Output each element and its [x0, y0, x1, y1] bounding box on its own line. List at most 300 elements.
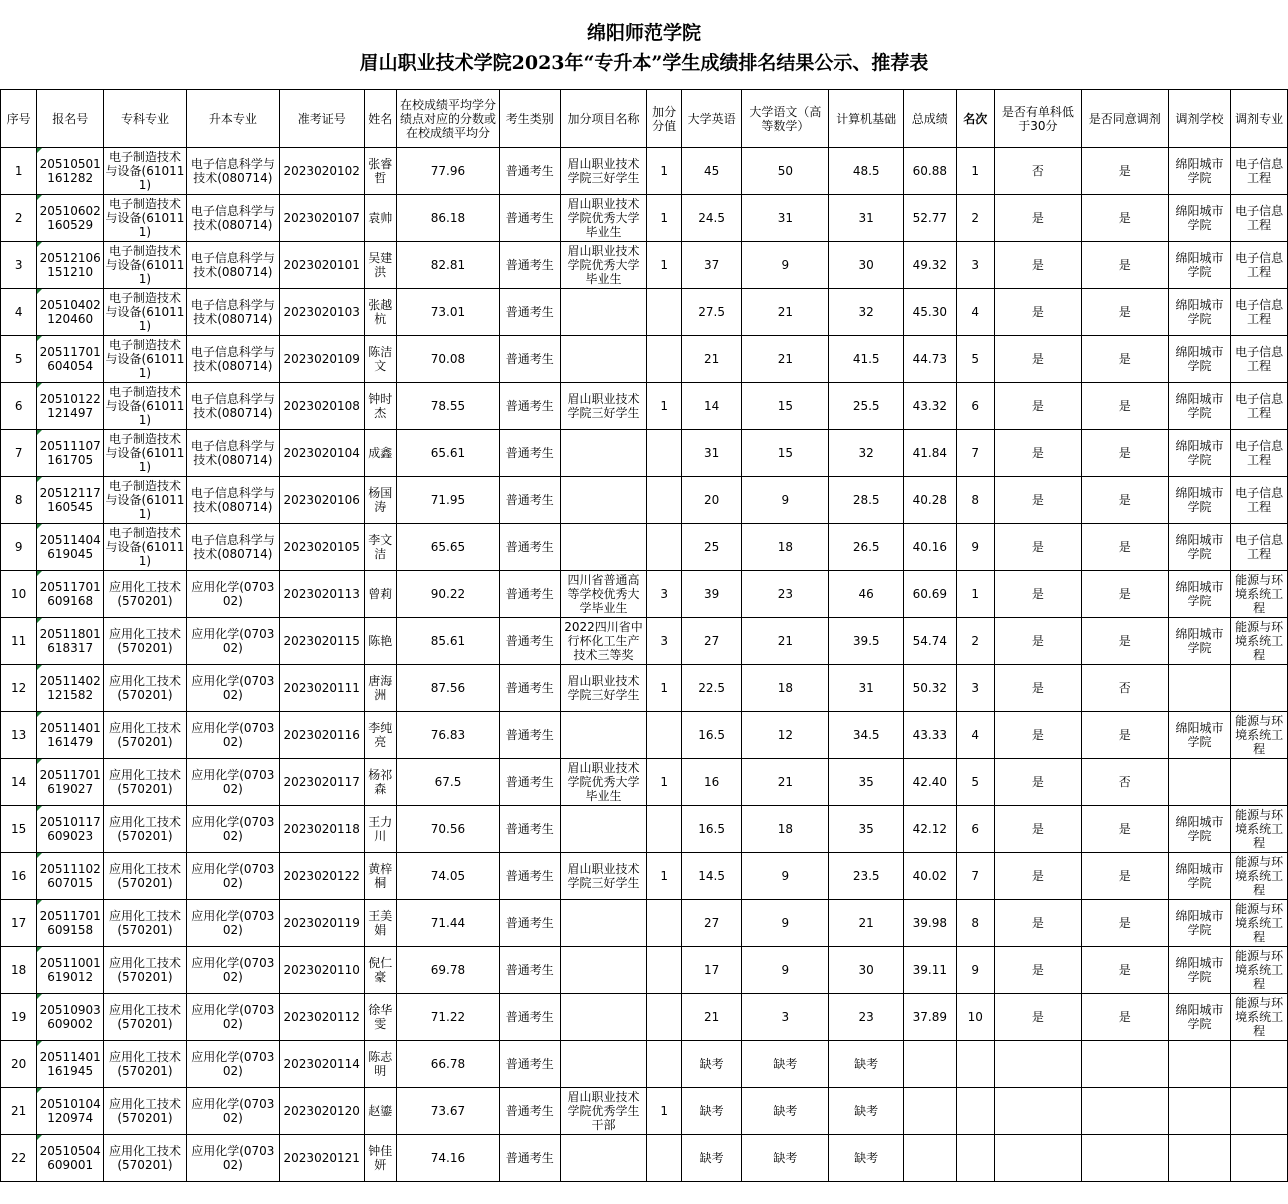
table-cell: 电子信息工程: [1231, 289, 1288, 336]
table-cell: 普通考生: [499, 1088, 560, 1135]
table-cell: 86.18: [396, 195, 499, 242]
col-header: 是否同意调剂: [1081, 90, 1168, 148]
table-cell: 20512117160545: [37, 477, 104, 524]
table-cell: 7: [956, 430, 994, 477]
table-cell: 23: [742, 571, 829, 618]
table-cell: 普通考生: [499, 947, 560, 994]
table-cell: 20511107161705: [37, 430, 104, 477]
table-cell: 能源与环境系统工程: [1231, 900, 1288, 947]
table-cell: 2023020112: [279, 994, 364, 1041]
table-cell: 缺考: [742, 1088, 829, 1135]
table-cell: 电子信息科学与技术(080714): [186, 148, 279, 195]
table-cell: 87.56: [396, 665, 499, 712]
table-cell: 是: [1081, 289, 1168, 336]
table-cell: 20512106151210: [37, 242, 104, 289]
table-cell: 3: [742, 994, 829, 1041]
table-cell: 37.89: [904, 994, 957, 1041]
table-cell: 是: [1081, 618, 1168, 665]
table-cell: 普通考生: [499, 853, 560, 900]
table-row: [1, 994, 1288, 1041]
table-cell: 34.5: [829, 712, 904, 759]
table-cell: [560, 806, 647, 853]
table-cell: 能源与环境系统工程: [1231, 806, 1288, 853]
table-cell: 绵阳城市学院: [1168, 195, 1231, 242]
table-cell: 普通考生: [499, 571, 560, 618]
table-cell: [956, 1135, 994, 1182]
table-cell: 是: [994, 242, 1081, 289]
table-cell: 20510602160529: [37, 195, 104, 242]
table-cell: 电子信息科学与技术(080714): [186, 477, 279, 524]
col-header: 在校成绩平均学分绩点对应的分数或在校成绩平均分: [396, 90, 499, 148]
table-cell: 是: [994, 806, 1081, 853]
table-cell: 82.81: [396, 242, 499, 289]
table-cell: [1231, 759, 1288, 806]
table-cell: 是: [1081, 524, 1168, 571]
table-cell: [560, 336, 647, 383]
table-cell: [1231, 1088, 1288, 1135]
table-cell: 是: [994, 994, 1081, 1041]
table-row: [1, 665, 1288, 712]
table-cell: 3: [647, 571, 681, 618]
table-cell: 2023020109: [279, 336, 364, 383]
table-cell: 普通考生: [499, 336, 560, 383]
table-cell: 60.88: [904, 148, 957, 195]
table-cell: [904, 1041, 957, 1088]
table-cell: 10: [1, 571, 37, 618]
table-cell: 2023020103: [279, 289, 364, 336]
table-cell: 65.65: [396, 524, 499, 571]
table-cell: [1168, 665, 1231, 712]
table-cell: 是: [1081, 242, 1168, 289]
table-cell: 31: [681, 430, 742, 477]
table-cell: 2023020122: [279, 853, 364, 900]
table-cell: 是: [1081, 994, 1168, 1041]
table-cell: 20510501161282: [37, 148, 104, 195]
table-cell: 46: [829, 571, 904, 618]
table-cell: 应用化工技术(570201): [104, 1088, 187, 1135]
table-cell: 20511404619045: [37, 524, 104, 571]
table-cell: [1168, 759, 1231, 806]
table-row: [1, 289, 1288, 336]
table-cell: 是: [994, 947, 1081, 994]
table-row: [1, 900, 1288, 947]
table-cell: 是: [1081, 477, 1168, 524]
table-cell: 21: [742, 759, 829, 806]
table-cell: 3: [1, 242, 37, 289]
table-cell: 电子信息工程: [1231, 195, 1288, 242]
table-cell: 5: [956, 336, 994, 383]
table-cell: 39: [681, 571, 742, 618]
table-cell: 能源与环境系统工程: [1231, 853, 1288, 900]
table-cell: 是: [1081, 806, 1168, 853]
table-cell: 23: [829, 994, 904, 1041]
table-cell: 是: [994, 665, 1081, 712]
table-cell: 20: [1, 1041, 37, 1088]
table-cell: 电子信息工程: [1231, 430, 1288, 477]
table-cell: 21: [681, 994, 742, 1041]
table-cell: 电子信息工程: [1231, 242, 1288, 289]
table-cell: 缺考: [681, 1088, 742, 1135]
table-cell: 应用化学(070302): [186, 806, 279, 853]
table-cell: 74.16: [396, 1135, 499, 1182]
table-cell: 1: [647, 242, 681, 289]
table-cell: 缺考: [829, 1135, 904, 1182]
table-cell: 5: [956, 759, 994, 806]
table-cell: 13: [1, 712, 37, 759]
table-cell: [904, 1088, 957, 1135]
table-cell: [647, 947, 681, 994]
table-cell: 2023020107: [279, 195, 364, 242]
table-row: [1, 336, 1288, 383]
table-cell: 1: [647, 1088, 681, 1135]
table-cell: [1168, 1135, 1231, 1182]
table-cell: 李文洁: [364, 524, 396, 571]
table-cell: 35: [829, 759, 904, 806]
table-cell: 是: [1081, 383, 1168, 430]
table-cell: 2023020117: [279, 759, 364, 806]
table-row: [1, 806, 1288, 853]
table-cell: 普通考生: [499, 665, 560, 712]
col-header: 序号: [1, 90, 37, 148]
table-cell: 否: [994, 148, 1081, 195]
table-cell: 23.5: [829, 853, 904, 900]
table-cell: 是: [1081, 853, 1168, 900]
table-cell: [994, 1135, 1081, 1182]
table-cell: 20511001619012: [37, 947, 104, 994]
table-row: [1, 618, 1288, 665]
table-cell: 4: [956, 712, 994, 759]
title-university: 绵阳师范学院: [586, 22, 701, 44]
table-cell: 应用化学(070302): [186, 1135, 279, 1182]
table-cell: 是: [1081, 947, 1168, 994]
table-cell: 应用化学(070302): [186, 1041, 279, 1088]
table-cell: 14: [1, 759, 37, 806]
table-cell: 绵阳城市学院: [1168, 148, 1231, 195]
table-cell: 应用化工技术(570201): [104, 618, 187, 665]
table-cell: 39.5: [829, 618, 904, 665]
table-cell: 7: [956, 853, 994, 900]
table-cell: [560, 430, 647, 477]
table-cell: 钟佳妍: [364, 1135, 396, 1182]
table-cell: 12: [742, 712, 829, 759]
table-cell: 9: [742, 477, 829, 524]
table-cell: 54.74: [904, 618, 957, 665]
table-cell: 眉山职业技术学院优秀学生干部: [560, 1088, 647, 1135]
table-cell: 49.32: [904, 242, 957, 289]
table-cell: 电子信息科学与技术(080714): [186, 195, 279, 242]
table-cell: 陈艳: [364, 618, 396, 665]
table-cell: 应用化学(070302): [186, 571, 279, 618]
table-cell: 48.5: [829, 148, 904, 195]
table-cell: 30: [829, 947, 904, 994]
table-cell: 6: [1, 383, 37, 430]
table-cell: 66.78: [396, 1041, 499, 1088]
table-cell: 应用化学(070302): [186, 759, 279, 806]
table-cell: 32: [829, 289, 904, 336]
table-cell: 14: [681, 383, 742, 430]
table-cell: 应用化工技术(570201): [104, 994, 187, 1041]
table-cell: 电子信息科学与技术(080714): [186, 524, 279, 571]
table-cell: 缺考: [829, 1041, 904, 1088]
table-cell: 73.67: [396, 1088, 499, 1135]
document-title: [0, 0, 1288, 88]
table-cell: 41.84: [904, 430, 957, 477]
table-cell: [647, 477, 681, 524]
table-cell: 电子制造技术与设备(610111): [104, 430, 187, 477]
table-cell: [647, 994, 681, 1041]
table-cell: 王力川: [364, 806, 396, 853]
table-cell: 曾莉: [364, 571, 396, 618]
table-cell: 1: [956, 148, 994, 195]
table-cell: [647, 900, 681, 947]
table-cell: 电子制造技术与设备(610111): [104, 336, 187, 383]
table-cell: 30: [829, 242, 904, 289]
table-cell: 是: [1081, 571, 1168, 618]
table-cell: 20510122121497: [37, 383, 104, 430]
table-cell: 35: [829, 806, 904, 853]
table-cell: 绵阳城市学院: [1168, 994, 1231, 1041]
table-cell: 27: [681, 900, 742, 947]
table-cell: 绵阳城市学院: [1168, 289, 1231, 336]
table-cell: 21: [829, 900, 904, 947]
table-cell: 电子制造技术与设备(610111): [104, 383, 187, 430]
table-cell: 50.32: [904, 665, 957, 712]
table-cell: 李纯亮: [364, 712, 396, 759]
table-cell: 20510104120974: [37, 1088, 104, 1135]
table-cell: 40.02: [904, 853, 957, 900]
table-cell: 应用化学(070302): [186, 994, 279, 1041]
table-cell: 20511701609168: [37, 571, 104, 618]
table-cell: 21: [742, 618, 829, 665]
table-cell: 袁帅: [364, 195, 396, 242]
table-cell: [647, 806, 681, 853]
table-cell: 电子信息工程: [1231, 477, 1288, 524]
table-cell: 绵阳城市学院: [1168, 242, 1231, 289]
table-cell: 张越杭: [364, 289, 396, 336]
table-cell: 应用化工技术(570201): [104, 712, 187, 759]
table-cell: 27: [681, 618, 742, 665]
table-row: [1, 1088, 1288, 1135]
table-cell: 2023020104: [279, 430, 364, 477]
table-cell: 眉山职业技术学院三好学生: [560, 853, 647, 900]
table-cell: 67.5: [396, 759, 499, 806]
table-cell: 20510402120460: [37, 289, 104, 336]
table-cell: 应用化学(070302): [186, 665, 279, 712]
table-cell: 普通考生: [499, 148, 560, 195]
table-cell: 20511402121582: [37, 665, 104, 712]
col-header: 姓名: [364, 90, 396, 148]
title-main: 眉山职业技术学院2023年“专升本”学生成绩排名结果公示、推荐表: [359, 52, 929, 74]
table-cell: 电子制造技术与设备(610111): [104, 524, 187, 571]
table-cell: [647, 524, 681, 571]
table-cell: 成鑫: [364, 430, 396, 477]
table-cell: 普通考生: [499, 900, 560, 947]
table-cell: 普通考生: [499, 618, 560, 665]
table-cell: 眉山职业技术学院三好学生: [560, 148, 647, 195]
table-cell: 2023020114: [279, 1041, 364, 1088]
table-cell: 2023020110: [279, 947, 364, 994]
table-cell: [560, 524, 647, 571]
col-header: 是否有单科低于30分: [994, 90, 1081, 148]
table-cell: 2023020102: [279, 148, 364, 195]
table-cell: 6: [956, 806, 994, 853]
table-cell: 是: [994, 289, 1081, 336]
table-cell: [560, 477, 647, 524]
table-cell: 15: [742, 430, 829, 477]
table-cell: 是: [994, 477, 1081, 524]
table-cell: 69.78: [396, 947, 499, 994]
table-row: [1, 430, 1288, 477]
table-cell: 普通考生: [499, 430, 560, 477]
table-cell: 85.61: [396, 618, 499, 665]
col-header: 加分项目名称: [560, 90, 647, 148]
table-cell: 32: [829, 430, 904, 477]
table-cell: 眉山职业技术学院优秀大学毕业生: [560, 242, 647, 289]
table-cell: 普通考生: [499, 759, 560, 806]
table-cell: 22: [1, 1135, 37, 1182]
table-cell: [647, 1135, 681, 1182]
table-cell: 应用化学(070302): [186, 853, 279, 900]
table-cell: 能源与环境系统工程: [1231, 994, 1288, 1041]
table-cell: 绵阳城市学院: [1168, 712, 1231, 759]
table-cell: 是: [994, 853, 1081, 900]
table-cell: 绵阳城市学院: [1168, 900, 1231, 947]
table-cell: [994, 1041, 1081, 1088]
col-header: 名次: [956, 90, 994, 148]
table-cell: [956, 1088, 994, 1135]
table-cell: 应用化工技术(570201): [104, 571, 187, 618]
table-cell: 31: [829, 665, 904, 712]
col-header: 大学语文（高等数学）: [742, 90, 829, 148]
table-cell: 31: [742, 195, 829, 242]
table-cell: 20510903609002: [37, 994, 104, 1041]
table-cell: 陈志明: [364, 1041, 396, 1088]
table-cell: 39.98: [904, 900, 957, 947]
table-cell: 杨国涛: [364, 477, 396, 524]
table-cell: 9: [742, 947, 829, 994]
table-cell: 11: [1, 618, 37, 665]
table-cell: 2: [1, 195, 37, 242]
table-cell: 40.28: [904, 477, 957, 524]
table-cell: 14.5: [681, 853, 742, 900]
table-cell: 电子制造技术与设备(610111): [104, 148, 187, 195]
table-cell: 能源与环境系统工程: [1231, 947, 1288, 994]
table-row: [1, 148, 1288, 195]
table-cell: 50: [742, 148, 829, 195]
table-cell: 15: [1, 806, 37, 853]
table-cell: 18: [1, 947, 37, 994]
table-cell: 2023020106: [279, 477, 364, 524]
table-cell: 8: [1, 477, 37, 524]
table-cell: 26.5: [829, 524, 904, 571]
table-cell: 绵阳城市学院: [1168, 571, 1231, 618]
table-cell: 52.77: [904, 195, 957, 242]
table-cell: 20511401161479: [37, 712, 104, 759]
col-header: 加分分值: [647, 90, 681, 148]
table-cell: 眉山职业技术学院优秀大学毕业生: [560, 759, 647, 806]
table-cell: 2022四川省中行杯化工生产技术三等奖: [560, 618, 647, 665]
table-cell: 2: [956, 618, 994, 665]
table-cell: 杨祁森: [364, 759, 396, 806]
table-cell: [994, 1088, 1081, 1135]
table-row: [1, 383, 1288, 430]
table-cell: 普通考生: [499, 1041, 560, 1088]
table-cell: 应用化学(070302): [186, 618, 279, 665]
table-cell: [647, 712, 681, 759]
table-cell: [647, 1041, 681, 1088]
table-cell: 是: [994, 900, 1081, 947]
table-cell: 应用化学(070302): [186, 900, 279, 947]
col-header: 专科专业: [104, 90, 187, 148]
table-cell: 眉山职业技术学院优秀大学毕业生: [560, 195, 647, 242]
table-cell: 10: [956, 994, 994, 1041]
table-body: [1, 148, 1288, 1182]
table-cell: 2023020101: [279, 242, 364, 289]
table-cell: 44.73: [904, 336, 957, 383]
table-row: [1, 571, 1288, 618]
table-cell: 8: [956, 900, 994, 947]
table-cell: 74.05: [396, 853, 499, 900]
table-cell: 是: [994, 618, 1081, 665]
table-cell: 是: [994, 336, 1081, 383]
table-cell: 18: [742, 665, 829, 712]
table-cell: 24.5: [681, 195, 742, 242]
table-cell: 是: [994, 759, 1081, 806]
table-cell: 73.01: [396, 289, 499, 336]
table-cell: 普通考生: [499, 195, 560, 242]
table-cell: 77.96: [396, 148, 499, 195]
table-cell: 17: [1, 900, 37, 947]
col-header: 大学英语: [681, 90, 742, 148]
table-cell: 2023020115: [279, 618, 364, 665]
table-cell: [560, 947, 647, 994]
table-cell: 2023020121: [279, 1135, 364, 1182]
table-row: [1, 1135, 1288, 1182]
table-cell: 2023020111: [279, 665, 364, 712]
table-cell: [560, 900, 647, 947]
table-cell: 70.56: [396, 806, 499, 853]
col-header: 调剂学校: [1168, 90, 1231, 148]
table-cell: 2023020113: [279, 571, 364, 618]
table-cell: 吴建洪: [364, 242, 396, 289]
table-cell: 22.5: [681, 665, 742, 712]
table-cell: 能源与环境系统工程: [1231, 571, 1288, 618]
table-cell: 2023020116: [279, 712, 364, 759]
table-cell: 6: [956, 383, 994, 430]
table-cell: 陈洁文: [364, 336, 396, 383]
table-cell: 应用化学(070302): [186, 1088, 279, 1135]
table-cell: 71.95: [396, 477, 499, 524]
table-cell: 20511701609158: [37, 900, 104, 947]
table-cell: 黄梓桐: [364, 853, 396, 900]
table-row: [1, 947, 1288, 994]
table-cell: 能源与环境系统工程: [1231, 618, 1288, 665]
table-cell: 电子信息工程: [1231, 336, 1288, 383]
table-cell: 28.5: [829, 477, 904, 524]
table-cell: [1081, 1088, 1168, 1135]
table-cell: 绵阳城市学院: [1168, 336, 1231, 383]
table-cell: 3: [956, 242, 994, 289]
table-cell: 71.44: [396, 900, 499, 947]
table-cell: 21: [742, 336, 829, 383]
table-cell: 绵阳城市学院: [1168, 947, 1231, 994]
table-cell: 电子信息工程: [1231, 148, 1288, 195]
table-cell: [1168, 1088, 1231, 1135]
table-cell: 是: [994, 571, 1081, 618]
table-cell: 9: [956, 524, 994, 571]
table-cell: 唐海洲: [364, 665, 396, 712]
table-cell: 眉山职业技术学院三好学生: [560, 665, 647, 712]
